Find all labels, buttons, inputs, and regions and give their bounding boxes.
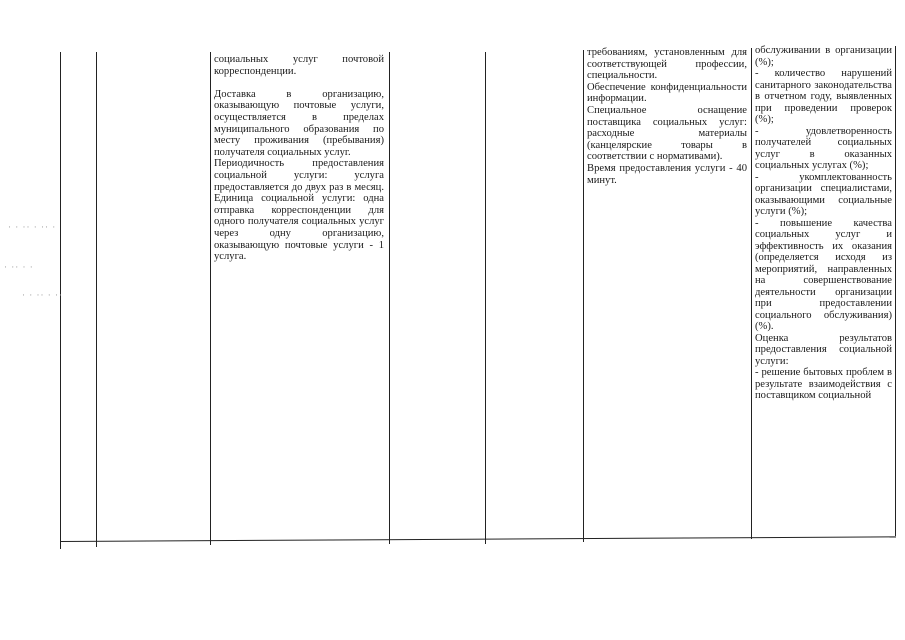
indicator-text-line: - укомплектованность организации специалистами, оказывающими социальные услуги (%); — [755, 171, 892, 217]
indicator-text-line: обслуживании в организации (%); — [755, 45, 892, 68]
service-text-line: Периодичность предоставления социальной услуги: услуга предоставляется до двух раз в месяц. Единица социальной услуги: одна отправка корреспонденции для одного получателя социальных услуг через одну организацию, оказывающую почтовые услуги - 1 услуга. — [214, 158, 384, 263]
indicator-text-line: - повышение качества социальных услуг и эффективность их оказания (определяется исходя из мероприятий, направленных на совершенствование деятельности организации при предоставлении социального обслуживания) (%). — [755, 217, 892, 332]
indicator-text-line: - количество нарушений санитарного законодательства в отчетном году, выявленных при проведении проверок (%); — [755, 68, 892, 125]
conditions-text-line: требованиям, установленным для соответствующей профессии, специальности. — [587, 47, 747, 82]
service-conditions-cell — [587, 47, 747, 186]
column-divider-3 — [389, 52, 390, 544]
table-bottom-border — [60, 536, 896, 542]
column-divider-2 — [210, 52, 211, 545]
conditions-text-line: Время предоставления услуги - 40 минут. — [587, 162, 747, 186]
column-divider-4 — [485, 52, 486, 544]
conditions-text-line: Специальное оснащение поставщика социальных услуг: расходные материалы (канцелярские товары в соответствии с нормативами). — [587, 104, 747, 163]
service-text-line: социальных услуг почтовой корреспонденции. — [214, 54, 384, 77]
indicator-text-line: - решение бытовых проблем в результате взаимодействия с поставщиком социальной — [755, 367, 892, 401]
conditions-text-line: Обеспечение конфиденциальности информации. — [587, 81, 747, 105]
table-border-left — [60, 52, 61, 549]
indicator-text-line: Оценка результатов предоставления социальной услуги: — [755, 332, 892, 367]
table-border-right — [895, 46, 896, 536]
scan-artifact: · · ·· · ·· · — [8, 222, 57, 232]
column-divider-5 — [583, 50, 584, 542]
quality-indicators-cell — [755, 45, 892, 402]
scan-artifact: · · ·· · ·· — [22, 290, 63, 300]
column-divider-6 — [751, 48, 752, 539]
service-description-cell — [214, 54, 384, 263]
service-text-line: Доставка в организацию, оказывающую почтовые услуги, осуществляется в пределах муниципального образования по месту проживания (пребывания) получателя социальных услуг. — [214, 88, 384, 158]
indicator-text-line: - удовлетворенность получателей социальных услуг в оказанных социальных услугах (%); — [755, 125, 892, 171]
column-divider-1 — [96, 52, 97, 547]
scan-artifact: · ·· · · — [4, 262, 34, 272]
